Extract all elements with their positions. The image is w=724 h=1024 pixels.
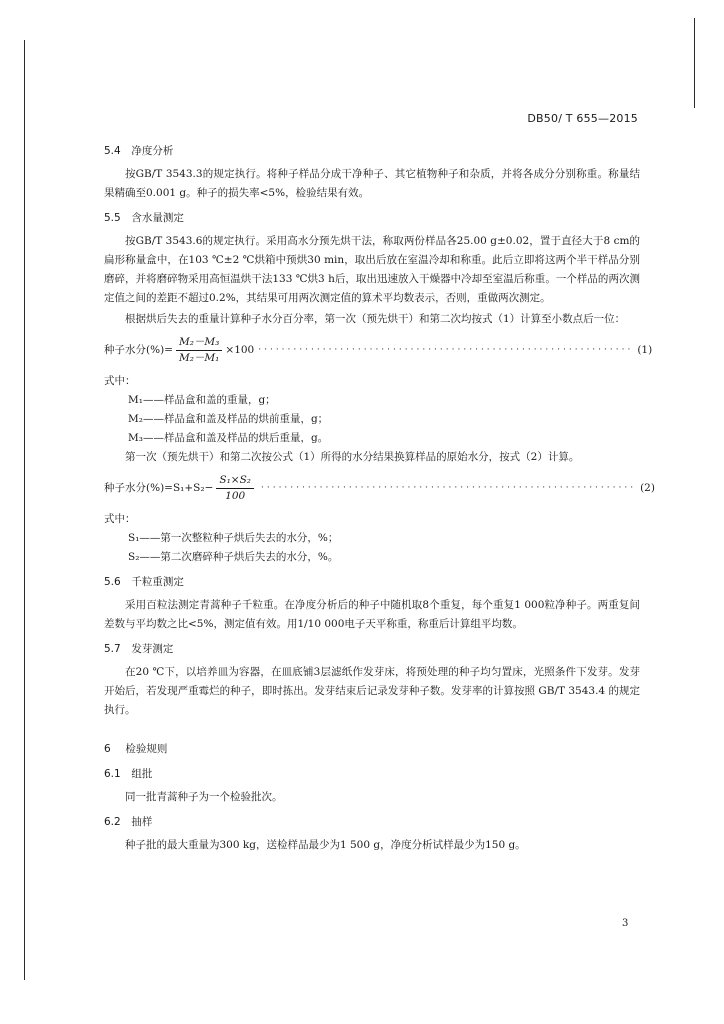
- paragraph: 根据烘后失去的重量计算种子水分百分率，第一次（预先烘干）和第二次均按式（1）计算至小数点后一位：: [125, 313, 626, 325]
- leader-dots: ································································: [258, 345, 634, 355]
- equation-number: (2): [640, 482, 655, 494]
- document-code: DB50/ T 655—2015: [527, 112, 638, 125]
- section-number: 5.7: [104, 643, 121, 655]
- formula-expression: [104, 473, 257, 504]
- page-number: 3: [622, 918, 629, 929]
- section-heading-5-6: [104, 573, 640, 592]
- formula-lhs: 种子水分(%)=: [104, 344, 173, 356]
- section-heading-6: [104, 740, 640, 759]
- formula-lhs: 种子水分(%)=S₁+S₂−: [104, 482, 214, 494]
- formula-2: [104, 473, 655, 504]
- definition-item: M₂——样品盒和盖及样品的烘前重量，g；: [128, 413, 329, 425]
- definition-item: S₁——第一次整粒种子烘后失去的水分，%；: [128, 532, 339, 544]
- fraction: [176, 335, 222, 366]
- fraction: [216, 473, 254, 504]
- definition-item: M₁——样品盒和盖的重量，g；: [128, 394, 276, 406]
- section-title: 含水量测定: [131, 212, 184, 224]
- section-heading-5-5: [104, 209, 640, 228]
- section-number: 6.1: [104, 768, 121, 780]
- page-edge-line: [24, 40, 25, 980]
- section-heading-6-1: [104, 765, 640, 784]
- leader-dots: ································································: [260, 483, 637, 493]
- paragraph: 种子批的最大重量为300 kg，送检样品最少为1 500 g，净度分析试样最少为150 g。: [125, 839, 526, 851]
- section-title: 组批: [131, 768, 153, 780]
- where-label: 式中：: [104, 513, 136, 525]
- formula-expression: [104, 335, 254, 366]
- paragraph: 在20 ℃下，以培养皿为容器，在皿底铺3层滤纸作发芽床，将预处理的种子均匀置床，光照条件下发芽。发芽开始后，若发现严重霉烂的种子，即时拣出。发芽结束后记录发芽种子数。发芽率的计算按照 GB/T 3543.4 的规定执行。: [104, 666, 640, 716]
- formula-tail: ×100: [225, 344, 255, 356]
- section-title: 检验规则: [125, 743, 168, 755]
- section-title: 抽样: [131, 816, 153, 828]
- paragraph: 采用百粒法测定青蒿种子千粒重。在净度分析后的种子中随机取8个重复，每个重复1 000粒净种子。两重复间差数与平均数之比<5%，测定值有效。用1/10 000电子天平称重，称重后计算组平均数。: [104, 599, 640, 630]
- section-heading-6-2: [104, 813, 640, 832]
- equation-number: (1): [637, 344, 653, 356]
- definition-item: M₃——样品盒和盖及样品的烘后重量，g。: [128, 432, 329, 444]
- section-heading-5-7: [104, 640, 640, 659]
- section-number: 5.5: [104, 212, 121, 224]
- section-number: 5.4: [104, 145, 121, 157]
- numerator: M₂－M₃: [176, 335, 222, 351]
- where-label: 式中：: [104, 375, 136, 387]
- section-heading-5-4: [104, 142, 640, 161]
- definition-item: S₂——第二次磨碎种子烘后失去的水分，%。: [128, 551, 339, 563]
- numerator: S₁×S₂: [216, 473, 254, 489]
- section-number: 6.2: [104, 816, 121, 828]
- denominator: M₂－M₁: [178, 352, 220, 364]
- document-body: [104, 136, 655, 857]
- section-title: 净度分析: [131, 145, 174, 157]
- section-number: 6: [104, 743, 111, 755]
- section-title: 发芽测定: [131, 643, 174, 655]
- paragraph: 按GB/T 3543.3的规定执行。将种子样品分成干净种子、其它植物种子和杂质，并将各成分分别称重。称量结果精确至0.001 g。种子的损失率<5%，检验结果有效。: [104, 168, 640, 199]
- paragraph: 第一次（预先烘干）和第二次按公式（1）所得的水分结果换算样品的原始水分，按式（2）计算。: [125, 451, 580, 463]
- section-title: 千粒重测定: [131, 576, 184, 588]
- paragraph: 按GB/T 3543.6的规定执行。采用高水分预先烘干法，称取两份样品各25.00 g±0.02，置于直径大于8 cm的扁形称量盒中，在103 ℃±2 ℃烘箱中预烘30 min，取出后放在室温冷却和称重。此后立即将这两个半干样品分别磨碎，并将磨碎物采用高恒温烘干法133 ℃烘3 h后，取出迅速放入干燥器中冷却至室温后称重。一个样品的两次测定值之间的差距不超过0.2%，其结果可用两次测定值的算术平均数表示，否则，重做两次测定。: [104, 235, 640, 304]
- section-number: 5.6: [104, 576, 121, 588]
- page-edge-line-right: [694, 18, 695, 108]
- denominator: 100: [225, 490, 246, 502]
- formula-1: [104, 335, 653, 366]
- paragraph: 同一批青蒿种子为一个检验批次。: [125, 791, 283, 803]
